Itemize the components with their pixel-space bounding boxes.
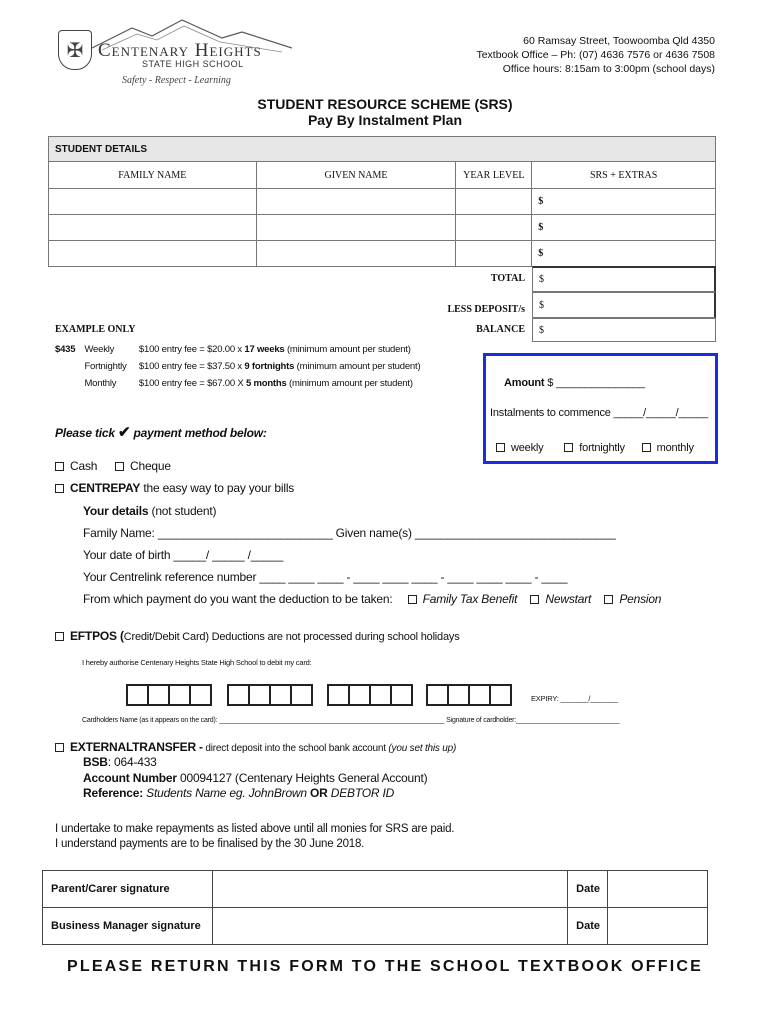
balance-field[interactable]: $ — [532, 318, 716, 342]
manager-signature-field[interactable] — [212, 908, 567, 945]
school-subtitle: STATE HIGH SCHOOL — [142, 59, 244, 69]
date-label: Date — [568, 871, 608, 908]
given-name-cell[interactable] — [256, 215, 456, 241]
newstart-checkbox[interactable] — [530, 595, 539, 604]
payment-method-prompt: Please tick ✔ payment method below: — [55, 424, 267, 441]
account-number-line: Account Number 00094127 (Centenary Heights General Account) — [83, 771, 428, 785]
parent-signature-label: Parent/Carer signature — [43, 871, 213, 908]
family-name-cell[interactable] — [49, 189, 257, 215]
amount-field[interactable]: Amount $ _______________ — [504, 377, 645, 389]
manager-date-field[interactable] — [608, 908, 708, 945]
eftpos-option[interactable]: EFTPOS (Credit/Debit Card) Deductions are not processed during school holidays — [55, 629, 460, 643]
instalment-amount-box — [483, 353, 718, 464]
cardholder-field[interactable]: Cardholders Name (as it appears on the card): _____________________________________________________________ Signature of cardholder:____________________________ — [82, 717, 620, 724]
col-given-name: GIVEN NAME — [256, 162, 456, 189]
date-of-birth-field[interactable]: Your date of birth _____/ _____ /_____ — [83, 548, 284, 562]
parent-date-field[interactable] — [608, 871, 708, 908]
tick-icon: ✔ — [117, 424, 131, 441]
school-name: Centenary Heights — [98, 40, 262, 61]
card-number-group-1[interactable] — [126, 684, 210, 706]
parent-signature-field[interactable] — [212, 871, 567, 908]
given-name-cell[interactable] — [256, 241, 456, 267]
fortnightly-checkbox[interactable] — [564, 443, 573, 452]
card-number-group-4[interactable] — [426, 684, 510, 706]
example-freq: Fortnightly — [84, 361, 127, 372]
weekly-checkbox[interactable] — [496, 443, 505, 452]
deduction-question: From which payment do you want the deduction to be taken: Family Tax Benefit Newstart Pension — [83, 592, 662, 606]
hours-line: Office hours: 8:15am to 3:00pm (school days) — [502, 63, 715, 75]
srs-amount-cell[interactable]: $ — [532, 215, 716, 241]
student-details-heading: STUDENT DETAILS — [49, 137, 716, 162]
student-details-table — [48, 136, 716, 267]
balance-label: BALANCE — [476, 324, 525, 335]
instalments-commence-field[interactable]: Instalments to commence _____/_____/_____ — [490, 407, 709, 419]
total-field[interactable]: $ — [532, 266, 716, 292]
family-name-cell[interactable] — [49, 215, 257, 241]
phone-line: Textbook Office – Ph: (07) 4636 7576 or 4636 7508 — [476, 49, 715, 61]
srs-amount-cell[interactable]: $ — [532, 241, 716, 267]
reference-line: Reference: Students Name eg. JohnBrown OR DEBTOR ID — [83, 786, 395, 800]
newstart-option[interactable]: Newstart — [530, 592, 591, 606]
fortnightly-option[interactable]: fortnightly — [564, 442, 625, 454]
table-row — [49, 241, 716, 267]
card-number-group-3[interactable] — [327, 684, 411, 706]
example-freq: Monthly — [84, 378, 117, 389]
school-address-block — [476, 34, 715, 76]
cash-checkbox[interactable] — [55, 462, 64, 471]
card-number-group-2[interactable] — [227, 684, 311, 706]
school-motto: Safety - Respect - Learning — [122, 75, 231, 86]
external-transfer-checkbox[interactable] — [55, 743, 64, 752]
title-line-1: STUDENT RESOURCE SCHEME (SRS) — [257, 96, 513, 112]
total-label: TOTAL — [490, 273, 525, 284]
external-transfer-option[interactable]: EXTERNALTRANSFER - direct deposit into the school bank account (you set this up) — [55, 740, 456, 754]
example-amount: $435 — [55, 344, 76, 355]
family-name-field[interactable]: Family Name: ___________________________ Given name(s) _______________________________ — [83, 526, 616, 540]
date-label: Date — [568, 908, 608, 945]
authorise-text: I hereby authorise Centenary Heights State High School to debit my card: — [82, 658, 312, 667]
year-level-cell[interactable] — [456, 215, 532, 241]
centrepay-option[interactable]: CENTREPAY the easy way to pay your bills — [55, 481, 294, 495]
example-freq: Weekly — [84, 344, 115, 355]
title-line-2: Pay By Instalment Plan — [307, 112, 463, 128]
table-row — [49, 215, 716, 241]
deposit-field[interactable]: $ — [532, 292, 716, 318]
cash-option[interactable]: Cash — [55, 459, 97, 473]
col-family-name: FAMILY NAME — [49, 162, 257, 189]
less-deposit-label: LESS DEPOSIT/s — [447, 304, 525, 315]
family-name-cell[interactable] — [49, 241, 257, 267]
your-details-heading: Your details (not student) — [83, 504, 217, 518]
monthly-checkbox[interactable] — [642, 443, 651, 452]
example-only-label: EXAMPLE ONLY — [55, 324, 136, 335]
srs-amount-cell[interactable]: $ — [532, 189, 716, 215]
table-row — [49, 189, 716, 215]
school-logo — [52, 18, 292, 92]
undertaking-text: I undertake to make repayments as listed above until all monies for SRS are paid. I understand payments are to be finalised by the 30 June 2018. — [55, 823, 455, 850]
pension-checkbox[interactable] — [604, 595, 613, 604]
monthly-option[interactable]: monthly — [642, 442, 694, 454]
family-tax-checkbox[interactable] — [408, 595, 417, 604]
weekly-option[interactable]: weekly — [496, 442, 543, 454]
address-line: 60 Ramsay Street, Toowoomba Qld 4350 — [523, 35, 715, 47]
manager-signature-label: Business Manager signature — [43, 908, 213, 945]
page-title — [0, 96, 770, 128]
example-block: $435 Weekly $100 entry fee = $20.00 x 17 weeks (minimum amount per student) Fortnightly $100 entry fee = $37.50 x 9 fortnights (minimum amount per student) Monthly $100 entry fee = $67.00 X 5 months (minimum amount per student) — [55, 341, 420, 392]
family-tax-option[interactable]: Family Tax Benefit — [408, 592, 518, 606]
bsb-line: BSB: 064-433 — [83, 755, 157, 769]
centrelink-reference-field[interactable]: Your Centrelink reference number ____ ____ ____ - ____ ____ ____ - ____ ____ ____ - ____ — [83, 570, 568, 584]
expiry-field[interactable]: EXPIRY: _______/_______ — [531, 694, 619, 703]
col-srs-extras: SRS + EXTRAS — [532, 162, 716, 189]
cheque-checkbox[interactable] — [115, 462, 124, 471]
eftpos-checkbox[interactable] — [55, 632, 64, 641]
col-year-level: YEAR LEVEL — [456, 162, 532, 189]
school-crest-icon: ✠ — [58, 30, 92, 70]
given-name-cell[interactable] — [256, 189, 456, 215]
pension-option[interactable]: Pension — [604, 592, 661, 606]
cheque-option[interactable]: Cheque — [115, 459, 171, 473]
return-form-footer: PLEASE RETURN THIS FORM TO THE SCHOOL TEXTBOOK OFFICE — [66, 958, 704, 975]
year-level-cell[interactable] — [456, 189, 532, 215]
centrepay-checkbox[interactable] — [55, 484, 64, 493]
year-level-cell[interactable] — [456, 241, 532, 267]
signature-table — [42, 870, 708, 945]
